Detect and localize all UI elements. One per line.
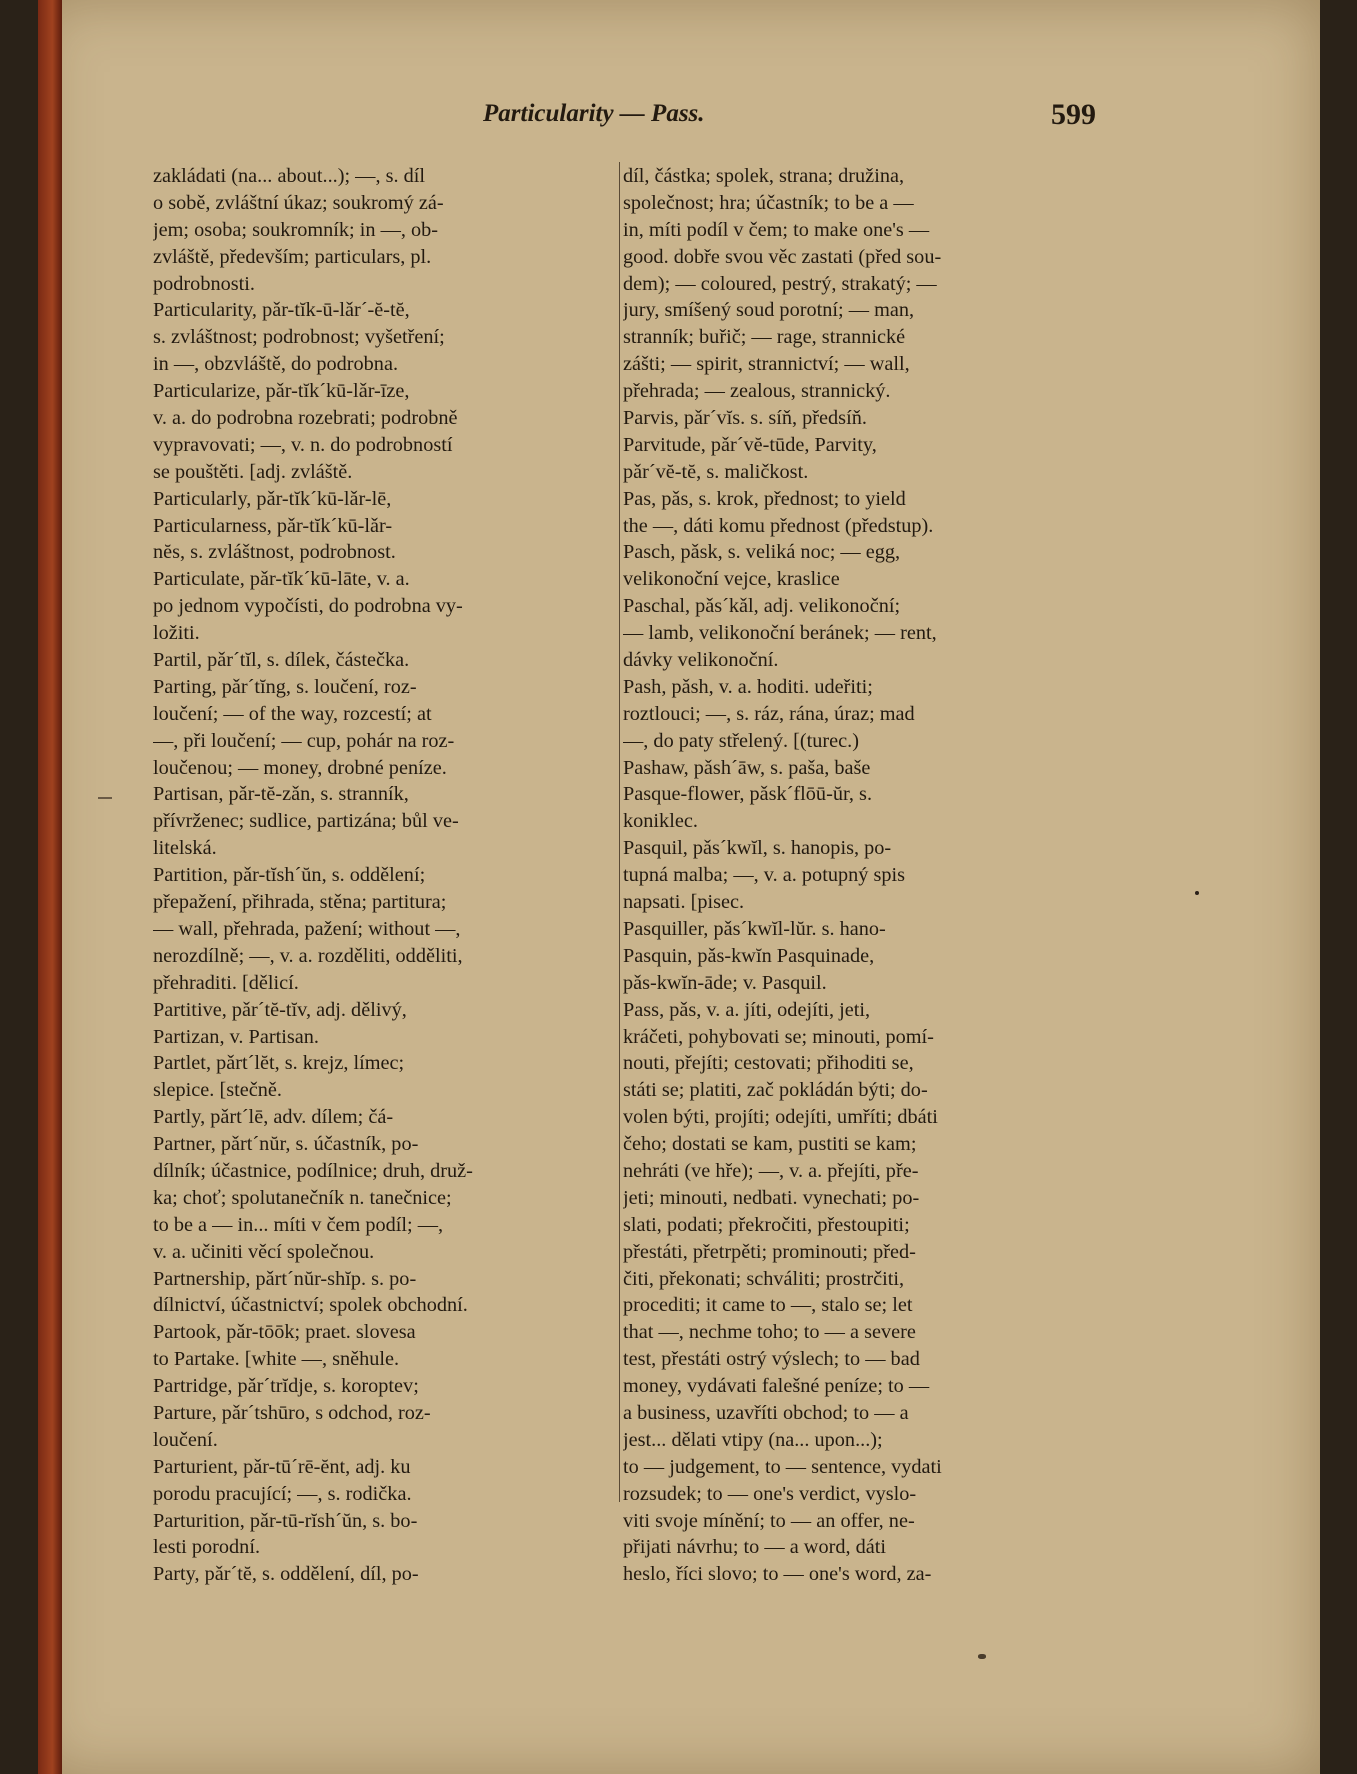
- left-column: [153, 163, 615, 1588]
- text-line: lesti porodní.: [153, 1536, 261, 1559]
- text-line: in —, obzvláště, do podrobna.: [153, 353, 399, 376]
- text-line: Partridge, pǎr´trĭdje, s. koroptev;: [153, 1375, 419, 1398]
- text-line: test, přestáti ostrý výslech; to — bad: [623, 1348, 920, 1371]
- text-line: čeho; dostati se kam, pustiti se kam;: [623, 1133, 917, 1156]
- text-line: Partner, pǎrt´nŭr, s. účastník, po-: [153, 1133, 419, 1156]
- text-line: Particularize, pǎr-tĭk´kū-lǎr-īze,: [153, 380, 410, 403]
- text-line: Particularness, pǎr-tĭk´kū-lǎr-: [153, 514, 393, 537]
- text-line: v. a. učiniti věcí společnou.: [153, 1240, 375, 1263]
- text-line: to Partake. [white —, sněhule.: [153, 1348, 400, 1371]
- text-line: přijati návrhu; to — a word, dáti: [623, 1536, 887, 1559]
- text-line: slepice. [stečně.: [153, 1079, 282, 1102]
- text-line: volen býti, projíti; odejíti, umříti; dbáti: [623, 1106, 938, 1129]
- text-line: roztlouci; —, s. ráz, rána, úraz; mad: [623, 702, 915, 725]
- text-line: a business, uzavříti obchod; to — a: [623, 1401, 909, 1424]
- text-line: zvláště, především; particulars, pl.: [153, 245, 432, 268]
- text-line: nĕs, s. zvláštnost, podrobnost.: [153, 541, 396, 564]
- text-line: Parturient, pǎr-tū´rē-ĕnt, adj. ku: [153, 1455, 411, 1478]
- text-line: Partisan, pǎr-tĕ-zǎn, s. stranník,: [153, 783, 409, 806]
- text-line: Partook, pǎr-tōōk; praet. slovesa: [153, 1321, 416, 1344]
- text-line: Pasch, pǎsk, s. veliká noc; — egg,: [623, 541, 901, 564]
- text-line: Partil, pǎr´tĭl, s. dílek, částečka.: [153, 649, 410, 672]
- text-line: rozsudek; to — one's verdict, vyslo-: [623, 1482, 917, 1505]
- text-line: that —, nechme toho; to — a severe: [623, 1321, 916, 1344]
- text-line: přehraditi. [dělicí.: [153, 971, 299, 994]
- text-line: přestáti, přetrpěti; prominouti; před-: [623, 1240, 916, 1263]
- text-line: společnost; hra; účastník; to be a —: [623, 191, 914, 214]
- text-line: jury, smíšený soud porotní; — man,: [623, 299, 915, 322]
- text-line: loučení; — of the way, rozcestí; at: [153, 702, 432, 725]
- text-line: koniklec.: [623, 810, 698, 833]
- text-line: velikonoční vejce, kraslice: [623, 568, 840, 591]
- margin-mark: [98, 797, 112, 799]
- text-line: kráčeti, pohybovati se; minouti, pomí-: [623, 1025, 934, 1048]
- text-line: Particularity, pǎr-tĭk-ū-lǎr´-ĕ-tĕ,: [153, 299, 410, 322]
- text-line: přehrada; — zealous, strannický.: [623, 380, 891, 403]
- text-line: podrobnosti.: [153, 272, 255, 295]
- text-line: Party, pǎr´tĕ, s. oddělení, díl, po-: [153, 1563, 419, 1586]
- running-title: Particularity — Pass.: [483, 100, 705, 127]
- text-line: čiti, překonati; schváliti; prostrčiti,: [623, 1267, 905, 1290]
- dictionary-page: [38, 0, 1320, 1774]
- ink-smudge: [978, 1654, 986, 1659]
- text-line: Parting, pǎr´tĭng, s. loučení, roz-: [153, 675, 417, 698]
- text-line: nehráti (ve hře); —, v. a. přejíti, pře-: [623, 1159, 919, 1182]
- text-line: napsati. [pisec.: [623, 891, 745, 914]
- text-line: Parturition, pǎr-tū-rĭsh´ŭn, s. bo-: [153, 1509, 418, 1532]
- text-line: dem); — coloured, pestrý, strakatý; —: [623, 272, 937, 295]
- text-line: o sobě, zvláštní úkaz; soukromý zá-: [153, 191, 444, 214]
- text-line: vypravovati; —, v. n. do podrobností: [153, 433, 453, 456]
- text-line: dávky velikonoční.: [623, 649, 779, 672]
- text-line: procediti; it came to —, stalo se; let: [623, 1294, 913, 1317]
- text-line: Partition, pǎr-tĭsh´ŭn, s. oddělení;: [153, 864, 426, 887]
- text-line: heslo, říci slovo; to — one's word, za-: [623, 1563, 932, 1586]
- text-line: ložiti.: [153, 622, 200, 645]
- text-line: státi se; platiti, zač pokládán býti; do-: [623, 1079, 928, 1102]
- text-line: Pasquiller, pǎs´kwĭl-lŭr. s. hano-: [623, 917, 886, 940]
- text-line: se pouštěti. [adj. zvláště.: [153, 460, 353, 483]
- text-line: Partizan, v. Partisan.: [153, 1025, 319, 1048]
- text-line: — lamb, velikonoční beránek; — rent,: [623, 622, 937, 645]
- text-line: Parvitude, pǎr´vĕ-tūde, Parvity,: [623, 433, 877, 456]
- text-line: slati, podati; překročiti, přestoupiti;: [623, 1213, 910, 1236]
- column-divider: [619, 162, 620, 1502]
- text-line: stranník; buřič; — rage, strannické: [623, 326, 906, 349]
- text-line: Paschal, pǎs´kǎl, adj. velikonoční;: [623, 595, 901, 618]
- text-line: ka; choť; spolutanečník n. tanečnice;: [153, 1186, 452, 1209]
- text-line: nerozdílně; —, v. a. rozděliti, odděliti,: [153, 944, 463, 967]
- text-line: — wall, přehrada, pažení; without —,: [153, 917, 461, 940]
- text-line: jest... dělati vtipy (na... upon...);: [623, 1428, 883, 1451]
- text-line: loučení.: [153, 1428, 218, 1451]
- book-spine: [38, 0, 62, 1774]
- text-line: to — judgement, to — sentence, vydati: [623, 1455, 942, 1478]
- text-line: v. a. do podrobna rozebrati; podrobně: [153, 407, 458, 430]
- text-line: porodu pracující; —, s. rodička.: [153, 1482, 412, 1505]
- text-line: díl, částka; spolek, strana; družina,: [623, 165, 905, 187]
- text-line: good. dobře svou věc zastati (před sou-: [623, 245, 942, 268]
- text-line: zášti; — spirit, strannictví; — wall,: [623, 353, 910, 376]
- text-line: pǎr´vĕ-tĕ, s. maličkost.: [623, 460, 809, 483]
- text-line: Parvis, pǎr´vĭs. s. síň, předsíň.: [623, 407, 867, 430]
- ink-dot: [1195, 891, 1199, 895]
- text-line: —, do paty střelený. [(turec.): [623, 729, 859, 752]
- text-line: přívrženec; sudlice, partizána; bůl ve-: [153, 810, 459, 833]
- text-line: Pashaw, pǎsh´āw, s. paša, baše: [623, 756, 871, 779]
- text-line: pǎs-kwĭn-āde; v. Pasquil.: [623, 971, 827, 994]
- right-column: [623, 163, 1093, 1588]
- text-line: jeti; minouti, nedbati. vynechati; po-: [623, 1186, 920, 1209]
- text-line: loučenou; — money, drobné peníze.: [153, 756, 447, 779]
- text-line: Partitive, pǎr´tĕ-tĭv, adj. dělivý,: [153, 998, 407, 1021]
- text-line: Particularly, pǎr-tĭk´kū-lǎr-lē,: [153, 487, 392, 510]
- text-line: Pass, pǎs, v. a. jíti, odejíti, jeti,: [623, 998, 871, 1021]
- text-line: s. zvláštnost; podrobnost; vyšetření;: [153, 326, 445, 349]
- text-line: the —, dáti komu přednost (předstup).: [623, 514, 934, 537]
- text-line: po jednom vypočísti, do podrobna vy-: [153, 595, 463, 618]
- text-line: litelská.: [153, 837, 217, 860]
- text-line: přepažení, přihrada, stěna; partitura;: [153, 891, 447, 914]
- text-line: in, míti podíl v čem; to make one's —: [623, 218, 930, 241]
- text-line: Pasquin, pǎs-kwĭn Pasquinade,: [623, 944, 875, 967]
- text-line: nouti, přejíti; cestovati; přihoditi se,: [623, 1052, 914, 1075]
- text-line: Partnership, pǎrt´nŭr-shĭp. s. po-: [153, 1267, 417, 1290]
- text-line: viti svoje mínění; to — an offer, ne-: [623, 1509, 915, 1532]
- text-line: Particulate, pǎr-tĭk´kū-lāte, v. a.: [153, 568, 410, 591]
- text-line: Parture, pǎr´tshūro, s odchod, roz-: [153, 1401, 431, 1424]
- text-line: Pasquil, pǎs´kwĭl, s. hanopis, po-: [623, 837, 892, 860]
- text-line: Partly, pǎrt´lē, adv. dílem; čá-: [153, 1106, 394, 1129]
- text-line: Pasque-flower, pǎsk´flōū-ŭr, s.: [623, 783, 873, 806]
- page-number: 599: [1051, 98, 1096, 131]
- text-line: to be a — in... míti v čem podíl; —,: [153, 1213, 444, 1236]
- text-line: money, vydávati falešné peníze; to —: [623, 1375, 930, 1398]
- text-line: dílník; účastnice, podílnice; druh, druž-: [153, 1159, 473, 1182]
- text-line: Partlet, pǎrt´lĕt, s. krejz, límec;: [153, 1052, 405, 1075]
- text-line: —, při loučení; — cup, pohár na roz-: [153, 729, 455, 752]
- text-line: Pash, pǎsh, v. a. hoditi. udeřiti;: [623, 675, 873, 698]
- text-line: zakládati (na... about...); —, s. díl: [153, 165, 426, 187]
- text-line: tupná malba; —, v. a. potupný spis: [623, 864, 906, 887]
- text-line: Pas, pǎs, s. krok, přednost; to yield: [623, 487, 906, 510]
- page-header: [38, 100, 1320, 140]
- text-line: dílnictví, účastnictví; spolek obchodní.: [153, 1294, 468, 1317]
- text-line: jem; osoba; soukromník; in —, ob-: [153, 218, 439, 241]
